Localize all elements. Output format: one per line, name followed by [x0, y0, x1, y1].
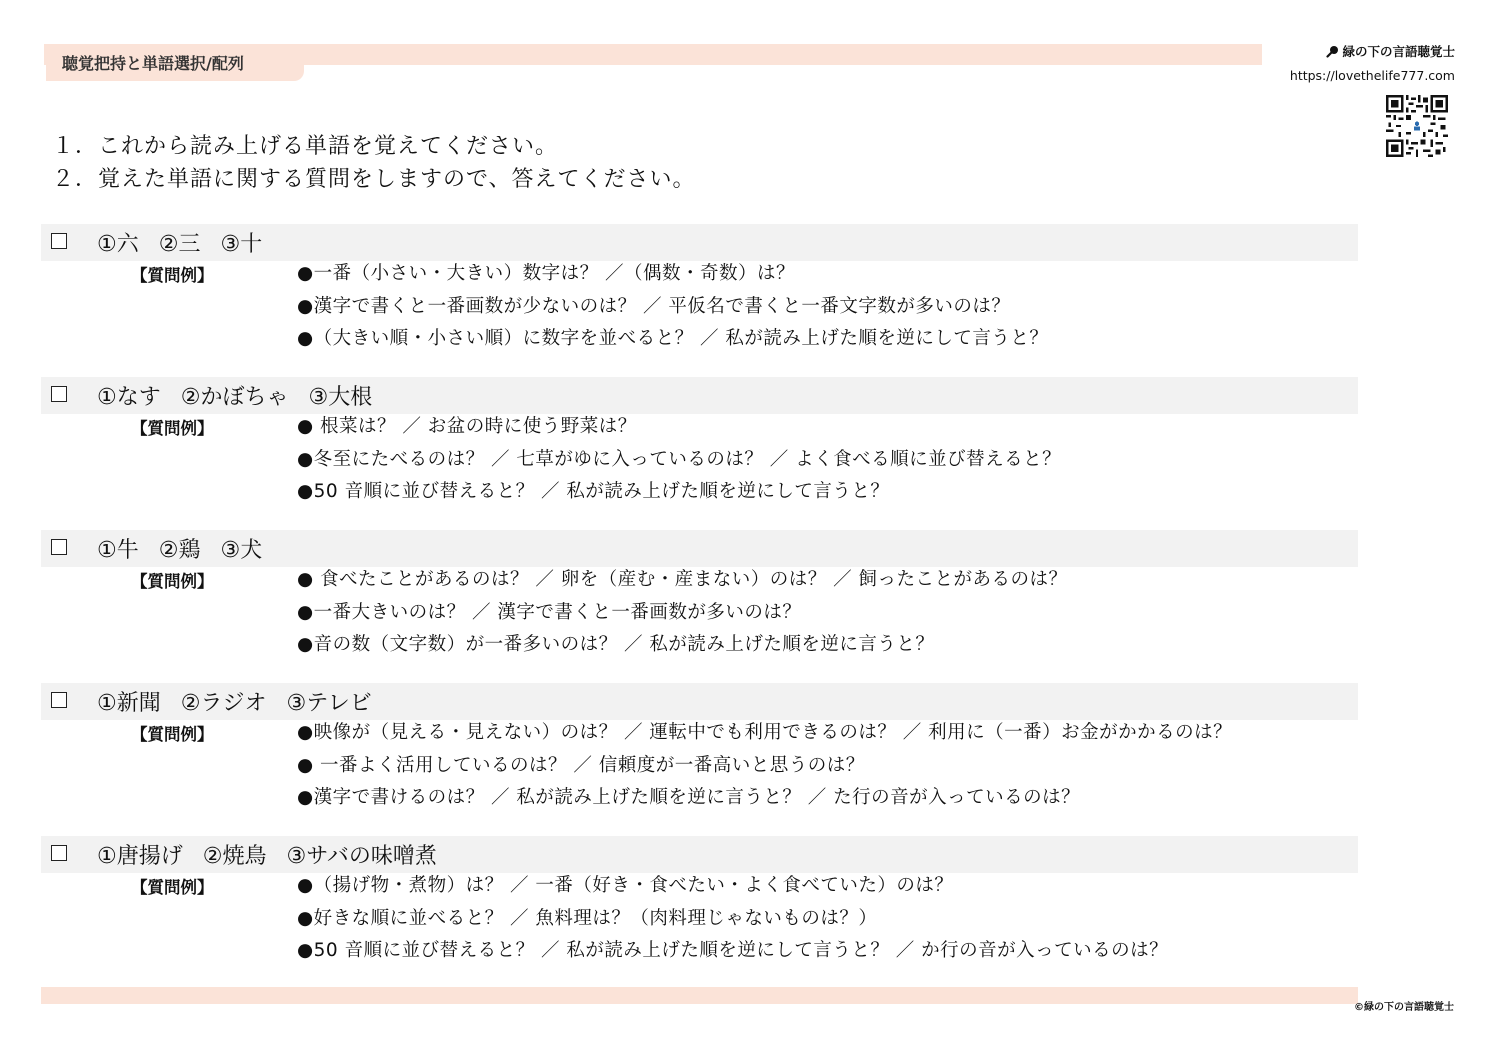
question: ●音の数（文字数）が一番多いのは？ ／ 私が読み上げた順を逆に言うと？	[297, 634, 935, 655]
word-list	[97, 836, 437, 873]
question-label: 【質問例】	[131, 419, 214, 438]
checkbox[interactable]	[51, 386, 67, 402]
word: ②焼鳥	[202, 844, 267, 869]
word-list	[97, 224, 262, 261]
question-list	[297, 719, 1232, 817]
question: ● 食べたことがあるのは？ ／ 卵を（産む・産まない）のは？ ／ 飼ったことがあるのは？	[297, 569, 1068, 590]
question: ●漢字で書けるのは？ ／ 私が読み上げた順を逆に言うと？ ／ た行の音が入っているのは？	[297, 787, 1081, 808]
word: ③犬	[220, 538, 263, 563]
word: ③サバの味噌煮	[286, 844, 437, 869]
word: ②鶏	[158, 538, 201, 563]
question-label: 【質問例】	[131, 725, 214, 744]
word-list	[97, 530, 262, 567]
checkbox[interactable]	[51, 539, 67, 555]
question: ●（揚げ物・煮物）は？ ／ 一番（好き・食べたい・よく食べていた）のは？	[297, 875, 954, 896]
brand-name: 緑の下の言語聴覚士	[1342, 44, 1455, 59]
magnifier-icon	[1326, 45, 1339, 58]
brand-name-row	[1290, 42, 1455, 60]
brand-url[interactable]: https://lovethelife777.com	[1289, 68, 1455, 83]
footer-bar	[41, 987, 1358, 1004]
question: ●漢字で書くと一番画数が少ないのは？ ／ 平仮名で書くと一番文字数が多いのは？	[297, 295, 1011, 317]
word: ③十	[220, 232, 263, 257]
question: ●50 音順に並び替えると？ ／ 私が読み上げた順を逆にして言うと？	[297, 481, 890, 502]
question: ●50 音順に並び替えると？ ／ 私が読み上げた順を逆にして言うと？ ／ か行の音が入っているのは？	[297, 940, 1169, 961]
checkbox[interactable]	[51, 692, 67, 708]
question: ●好きな順に並べると？ ／ 魚料理は？（肉料理じゃないものは？）	[297, 907, 878, 929]
question: ●一番大きいのは？ ／ 漢字で書くと一番画数が多いのは？	[297, 601, 802, 623]
copyright: ©緑の下の言語聴覚士	[1354, 1002, 1454, 1013]
word: ①なす	[97, 385, 161, 410]
word: ②かぼちゃ	[180, 385, 289, 410]
word: ①六	[97, 232, 139, 257]
brand	[1290, 42, 1455, 83]
question-list	[297, 413, 1061, 511]
word: ③テレビ	[286, 691, 372, 716]
word: ①新聞	[97, 691, 161, 716]
checkbox[interactable]	[51, 233, 67, 249]
word: ②ラジオ	[180, 691, 267, 716]
word: ①唐揚げ	[97, 844, 183, 869]
page-title: 聴覚把持と単語選択/配列	[62, 54, 244, 73]
question: ●映像が（見える・見えない）のは？ ／ 運転中でも利用できるのは？ ／ 利用に（一番）お金がかかるのは？	[297, 722, 1233, 743]
checkbox[interactable]	[51, 845, 67, 861]
question: ●冬至にたべるのは？ ／ 七草がゆに入っているのは？ ／ よく食べる順に並び替えると？	[297, 448, 1062, 470]
word: ②三	[158, 232, 201, 257]
question: ● 一番よく活用しているのは？ ／ 信頼度が一番高いと思うのは？	[297, 754, 865, 776]
word: ③大根	[308, 385, 373, 410]
question-list	[297, 566, 1068, 664]
question: ● 根菜は？ ／ お盆の時に使う野菜は？	[297, 416, 637, 437]
instruction-line: １．これから読み上げる単語を覚えてください。	[52, 134, 559, 159]
instructions	[52, 130, 696, 196]
question-label: 【質問例】	[131, 878, 214, 897]
question: ●一番（小さい・大きい）数字は？ ／（偶数・奇数）は？	[297, 263, 796, 284]
word-list	[97, 683, 372, 720]
question: ●（大きい順・小さい順）に数字を並べると？ ／ 私が読み上げた順を逆にして言うと？	[297, 328, 1049, 349]
question-label: 【質問例】	[131, 266, 214, 285]
question-list	[297, 872, 1168, 970]
word-list	[97, 377, 372, 414]
qr-code-icon[interactable]	[1385, 95, 1449, 157]
question-label: 【質問例】	[131, 572, 214, 591]
word: ①牛	[97, 538, 139, 563]
question-list	[297, 260, 1048, 358]
instruction-line: ２．覚えた単語に関する質問をしますので、答えてください。	[52, 167, 696, 192]
